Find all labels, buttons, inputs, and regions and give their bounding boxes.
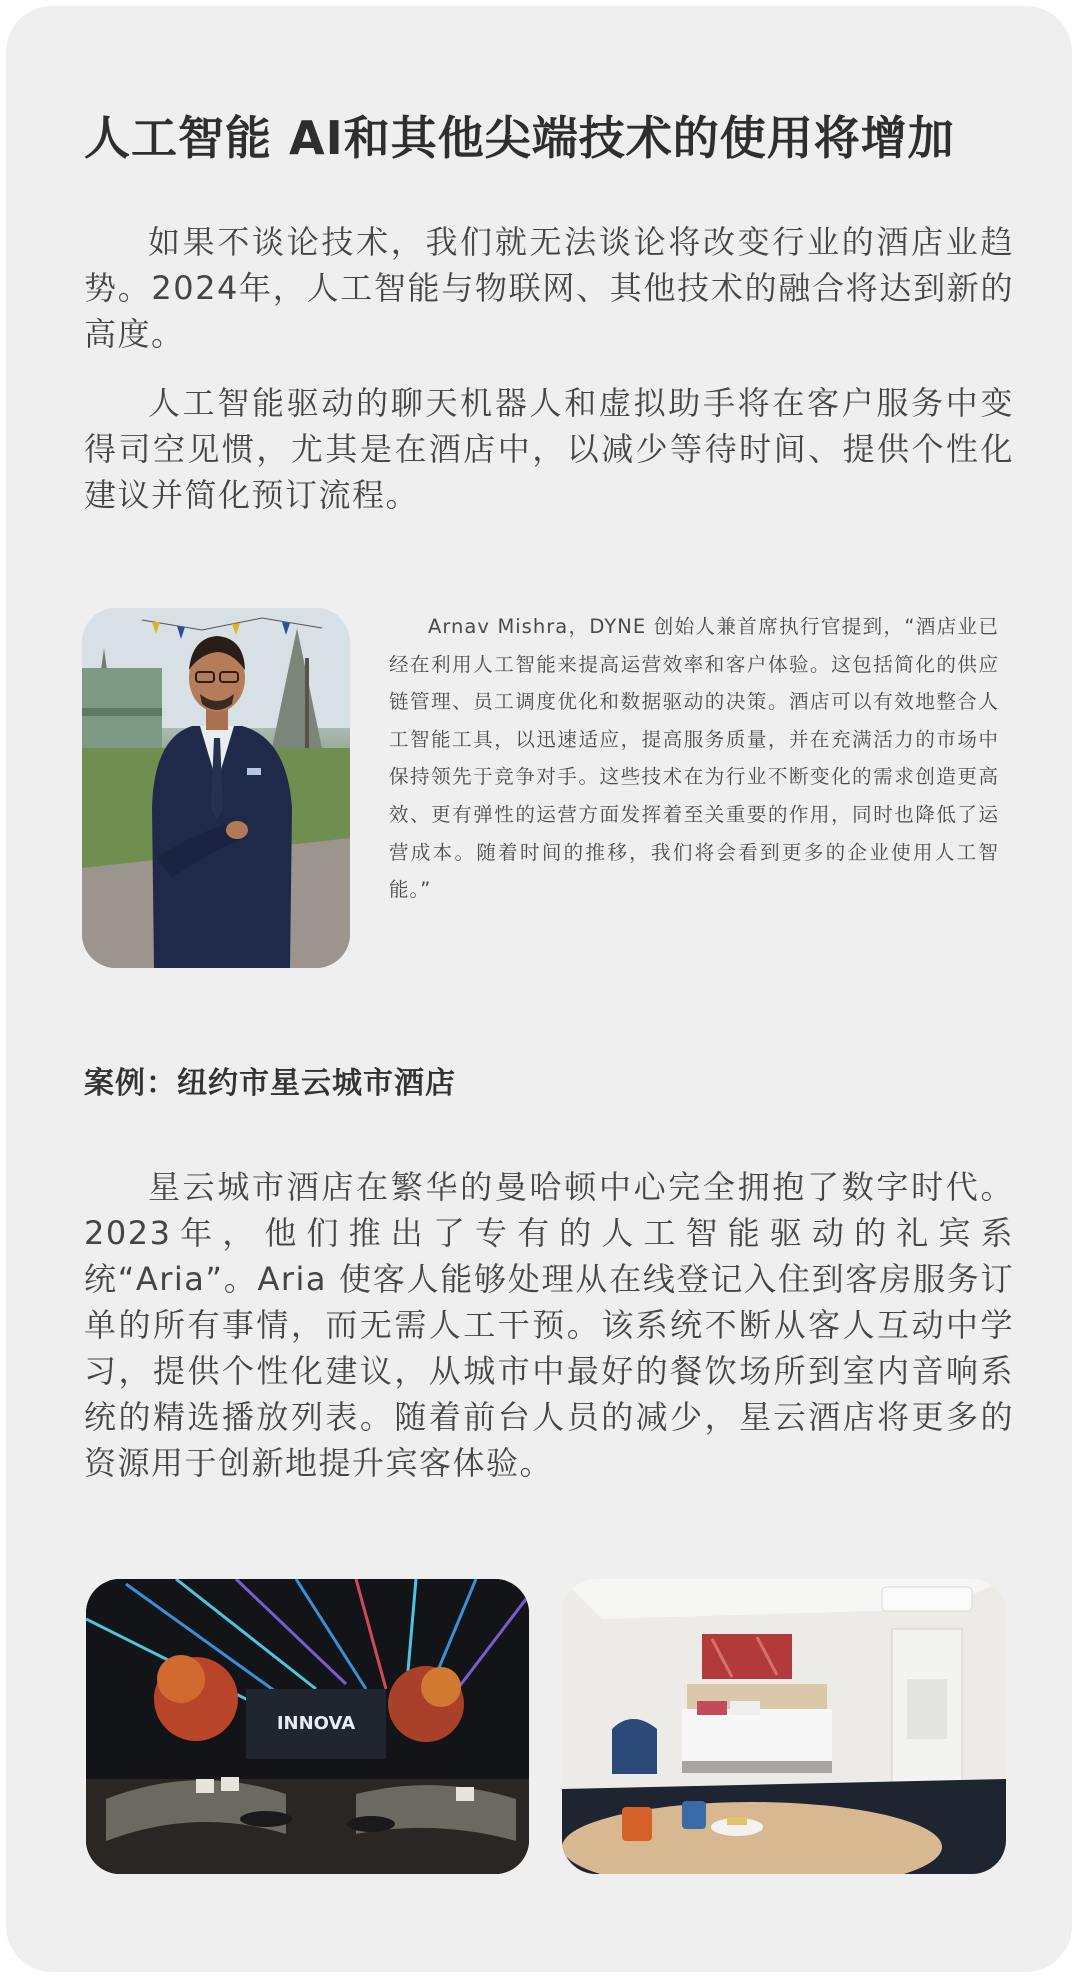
executive-portrait-photo xyxy=(82,608,350,968)
case-paragraph: 星云城市酒店在繁华的曼哈顿中心完全拥抱了数字时代。2023年，他们推出了专有的人工智能驱动的礼宾系统“Aria”。Aria 使客人能够处理从在线登记入住到客房服务订单的所有事情，而无需人工干预。该系统不断从客人互动中学习，提供个性化建议，从城市中最好的餐饮场所到室内音响系统的精选播放列表。随着前台人员的减少，星云酒店将更多的资源用于创新地提升宾客体验。 xyxy=(84,1168,1014,1482)
hotel-lobby-photo xyxy=(86,1579,529,1874)
lobby-sign-text: INNOVA xyxy=(276,1713,356,1734)
case-heading: 案例：纽约市星云城市酒店 xyxy=(84,1066,456,1101)
intro-paragraph: 如果不谈论技术，我们就无法谈论将改变行业的酒店业趋势。2024年，人工智能与物联网、其他技术的融合将达到新的高度。 xyxy=(84,223,1014,353)
hotel-room-photo xyxy=(562,1579,1006,1874)
chatbot-paragraph: 人工智能驱动的聊天机器人和虚拟助手将在客户服务中变得司空见惯，尤其是在酒店中，以减少等待时间、提供个性化建议并简化预订流程。 xyxy=(84,384,1014,514)
article-card xyxy=(6,6,1072,1972)
executive-quote: Arnav Mishra，DYNE 创始人兼首席执行官提到，“酒店业已经在利用人工智能来提高运营效率和客户体验。这包括简化的供应链管理、员工调度优化和数据驱动的决策。酒店可以有效地整合人工智能工具，以迅速适应，提高服务质量，并在充满活力的市场中保持领先于竞争对手。这些技术在为行业不断变化的需求创造更高效、更有弹性的运营方面发挥着至关重要的作用，同时也降低了运营成本。随着时间的推移，我们将会看到更多的企业使用人工智能。” xyxy=(389,615,999,902)
article-title: 人工智能 AI和其他尖端技术的使用将增加 xyxy=(84,111,955,165)
